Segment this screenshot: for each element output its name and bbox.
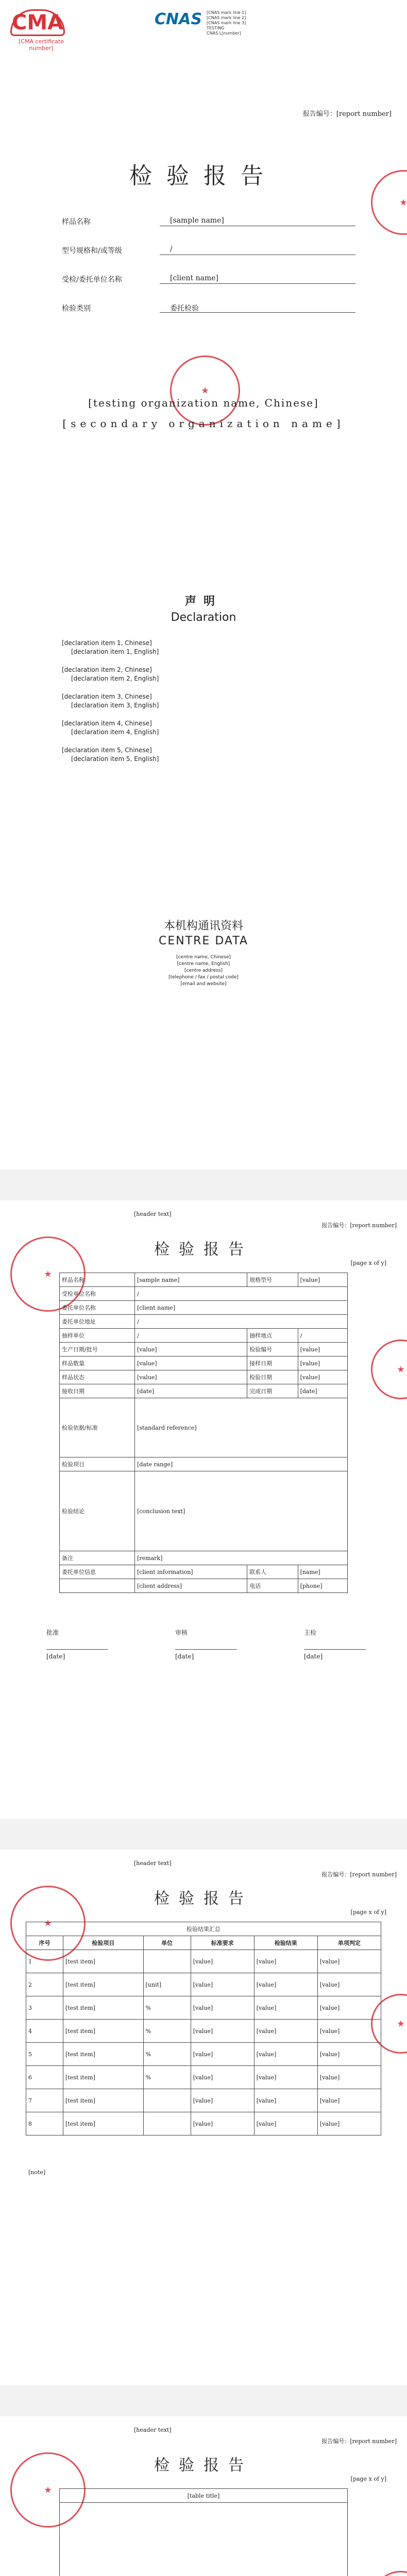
cover-page — [0, 0, 407, 582]
table-row: 接收日期 [date] 完成日期 [date] — [60, 1384, 348, 1398]
cnas-logo — [155, 10, 247, 36]
signature-row — [46, 1628, 366, 1660]
cnas-mark: CNAS — [155, 10, 202, 28]
table-row: 检验依据/标准 [standard reference] — [60, 1398, 348, 1458]
table-row: 检验结论 [conclusion text] — [60, 1471, 348, 1551]
signature-block: 审核 [date] — [175, 1628, 237, 1660]
table-row: 委托单位信息 [client information] 联系人 [name] — [60, 1565, 348, 1579]
page-count: [page x of y] — [350, 1909, 386, 1916]
centre-name-en: [centre name, English] — [177, 961, 230, 967]
field-value: 委托检验 — [170, 304, 199, 313]
appendix-table-title: [table title] — [60, 2489, 348, 2503]
results-footer-note: [note] — [28, 2169, 46, 2176]
report-title: 检验报告 — [154, 1890, 253, 1908]
cma-logo — [10, 9, 72, 52]
cnas-text-4: TESTING — [207, 26, 225, 30]
table-row: 样品数量 [value] 接样日期 [value] — [60, 1357, 348, 1370]
declaration-item-cn: [declaration item 4, Chinese] — [62, 720, 152, 727]
declaration-page — [0, 582, 407, 1170]
report-title: 检验报告 — [154, 2456, 253, 2475]
table-row: 6 [test item] % [value] [value] [value] — [26, 2066, 381, 2089]
page-count: [page x of y] — [350, 1260, 386, 1266]
table-row: 备注 [remark] — [60, 1551, 348, 1565]
cnas-text-1: [CNAS mark line 1] — [207, 10, 246, 15]
centre-title-en: CENTRE DATA — [158, 935, 248, 947]
declaration-title-en: Declaration — [171, 611, 236, 624]
centre-name-cn: [centre name, Chinese] — [176, 955, 231, 960]
edge-seal — [371, 1340, 407, 1399]
cma-number: [CMA certificate number] — [19, 38, 64, 52]
report-number: 报告编号：[report number] — [321, 2438, 397, 2445]
declaration-item-en: [declaration item 5, English] — [71, 755, 159, 762]
table-row: [client address] 电话 [phone] — [60, 1579, 348, 1593]
field-value: [client name] — [170, 274, 219, 282]
centre-address: [centre address] — [184, 968, 223, 973]
table-row: 委托单位名称 [client name] — [60, 1301, 348, 1315]
cma-mark: CMA — [10, 9, 65, 36]
field-label: 受检/委托单位名称 — [62, 276, 122, 284]
cnas-text-2: [CNAS mark line 2] — [207, 15, 246, 20]
declaration-item-en: [declaration item 1, English] — [71, 648, 159, 655]
table-row: 委托单位地址 / — [60, 1315, 348, 1329]
results-table — [26, 1922, 381, 2136]
field-label: 型号规格和/或等级 — [62, 247, 122, 255]
declaration-item-cn: [declaration item 3, Chinese] — [62, 693, 152, 700]
results-table-head: 序号 检验项目 单位 标准要求 检验结果 单项判定 — [26, 1936, 381, 1950]
appendix-table — [59, 2488, 348, 2576]
field-label: 样品名称 — [62, 218, 91, 226]
organization-subname: [secondary organization name] — [62, 417, 345, 430]
field-value: [sample name] — [170, 216, 224, 225]
table-row: 样品名称 [sample name] 规格型号 [value] — [60, 1273, 348, 1287]
table-row: 生产日期/批号 [value] 检验编号 [value] — [60, 1343, 348, 1357]
declaration-item-en: [declaration item 2, English] — [71, 675, 159, 682]
results-page — [0, 1850, 407, 2385]
report-info-page — [0, 1200, 407, 1819]
table-row: 1 [test item] [value] [value] [value] — [26, 1950, 381, 1973]
centre-email: [email and website] — [180, 981, 227, 987]
report-number: 报告编号：[report number] — [321, 1222, 397, 1229]
appendix-page — [0, 2416, 407, 2576]
signature-block: 批准 [date] — [46, 1628, 108, 1660]
report-info-table — [59, 1273, 348, 1593]
edge-seal — [371, 2571, 407, 2576]
page-header: [header text] — [134, 1860, 172, 1867]
declaration-item-en: [declaration item 3, English] — [71, 702, 159, 709]
declaration-item-cn: [declaration item 2, Chinese] — [62, 666, 152, 673]
table-row: 检验项目 [date range] — [60, 1458, 348, 1471]
cnas-text-3: [CNAS mark line 3] — [207, 21, 246, 25]
page-count: [page x of y] — [350, 2476, 386, 2482]
table-row: 抽样单位 / 抽样地点 / — [60, 1329, 348, 1343]
table-row: 5 [test item] % [value] [value] [value] — [26, 2043, 381, 2066]
table-row: 8 [test item] [value] [value] [value] — [26, 2112, 381, 2136]
table-row: 3 [test item] % [value] [value] [value] — [26, 1996, 381, 2020]
organization-name: [testing organization name, Chinese] — [88, 397, 319, 409]
field-label: 检验类别 — [62, 304, 91, 313]
report-title: 检验报告 — [129, 163, 278, 189]
report-number: 报告编号：[report number] — [302, 110, 392, 118]
declaration-item-en: [declaration item 4, English] — [71, 728, 159, 736]
table-row: 受检单位名称 / — [60, 1287, 348, 1301]
field-value: / — [170, 245, 173, 253]
table-row: 2 [test item] [unit] [value] [value] [value] — [26, 1973, 381, 1996]
signature-block: 主检 [date] — [304, 1628, 366, 1660]
declaration-item-cn: [declaration item 1, Chinese] — [62, 639, 152, 647]
official-seal — [170, 355, 240, 426]
results-table-title: 检验结果汇总 — [26, 1922, 381, 1936]
report-number: 报告编号：[report number] — [321, 1871, 397, 1878]
report-title: 检验报告 — [154, 1241, 253, 1259]
declaration-items — [62, 639, 355, 773]
centre-phone: [telephone / fax / postal code] — [168, 975, 239, 980]
page-header: [header text] — [134, 1211, 172, 1217]
cnas-text-5: CNAS L[number] — [207, 31, 241, 36]
page-header: [header text] — [134, 2427, 172, 2433]
declaration-item-cn: [declaration item 5, Chinese] — [62, 747, 152, 754]
table-row: 样品状态 [value] 检验日期 [value] — [60, 1370, 348, 1384]
centre-title-cn: 本机构通讯资料 — [163, 920, 243, 933]
table-row: 4 [test item] % [value] [value] [value] — [26, 2020, 381, 2043]
table-row: 7 [test item] [value] [value] [value] — [26, 2089, 381, 2112]
declaration-title-cn: 声明 — [184, 595, 222, 608]
